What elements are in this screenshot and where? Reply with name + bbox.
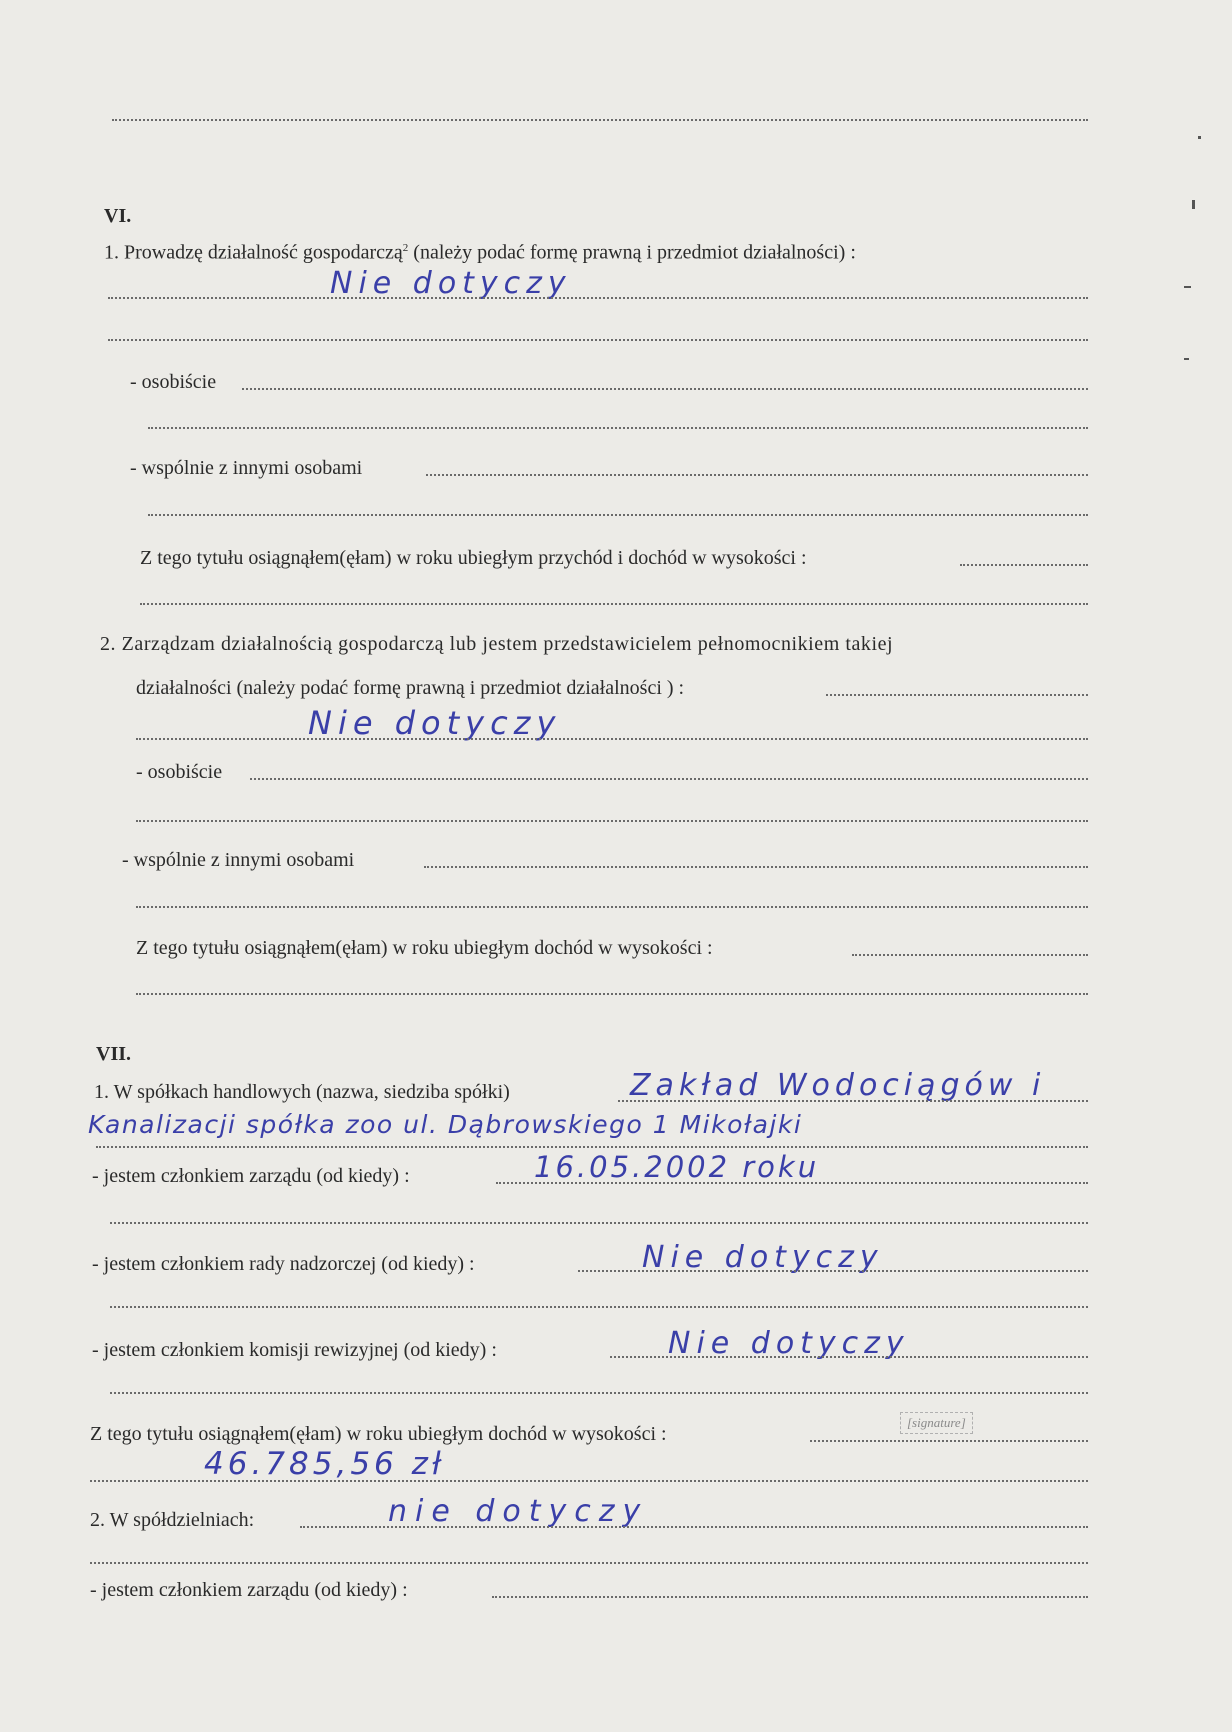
dotted-line [492, 1596, 1088, 1598]
dotted-line [960, 564, 1088, 566]
dotted-line [110, 1392, 1088, 1394]
scan-speck [1198, 136, 1201, 139]
personally-label: - osobiście [136, 761, 223, 783]
vi-personally2 [136, 760, 222, 784]
dotted-line [618, 1100, 1088, 1102]
vii-item1 [94, 1080, 510, 1104]
dotted-line [90, 1562, 1088, 1564]
company-name-line1: Zakład Wodociągów i [630, 1068, 1046, 1103]
dotted-line [852, 954, 1088, 956]
dotted-line [148, 427, 1088, 429]
dotted-line [424, 866, 1088, 868]
section-vii-heading: VII. [96, 1043, 132, 1065]
dotted-line [426, 474, 1088, 476]
dotted-line [140, 603, 1088, 605]
audit-label: - jestem członkiem komisji rewizyjnej (od kiedy) : [92, 1339, 497, 1361]
dotted-line [300, 1526, 1088, 1528]
dotted-line [96, 1146, 1088, 1148]
section-vi-heading: VI. [104, 205, 132, 227]
board-since: 16.05.2002 roku [534, 1150, 820, 1184]
personally-label: - osobiście [130, 371, 217, 393]
vii-income [90, 1422, 667, 1446]
dotted-line [110, 1306, 1088, 1308]
supervisory-label: - jestem członkiem rady nadzorczej (od kiedy) : [92, 1253, 475, 1275]
audit-answer: Nie dotyczy [668, 1326, 910, 1361]
dotted-line [90, 1480, 1088, 1482]
income-amount: 46.785,56 zł [204, 1446, 445, 1482]
vi-item2-line2 [136, 676, 684, 700]
dotted-line [826, 694, 1088, 696]
supervisory-answer: Nie dotyczy [642, 1240, 884, 1275]
income-label: Z tego tytułu osiągnąłem(ęłam) w roku ubiegłym dochód w wysokości : [90, 1423, 667, 1445]
signature-placeholder: [signature] [900, 1412, 973, 1434]
vii-board2 [90, 1578, 408, 1602]
companies-label: 1. W spółkach handlowych (nazwa, siedziba spółki) [94, 1081, 510, 1103]
vi1-answer: Nie dotyczy [330, 266, 572, 301]
item2-label: działalności (należy podać formę prawną i przedmiot działalności ) : [136, 677, 685, 699]
vii-board [92, 1164, 410, 1188]
vi-income2 [136, 936, 713, 960]
board-label: - jestem członkiem zarządu (od kiedy) : [92, 1165, 410, 1187]
scan-speck [1184, 358, 1189, 360]
dotted-line [136, 993, 1088, 995]
dotted-line [496, 1182, 1088, 1184]
dotted-line [810, 1440, 1088, 1442]
vii-supervisory [92, 1252, 475, 1276]
jointly-label: - wspólnie z innymi osobami [122, 849, 355, 871]
vi2-answer: Nie dotyczy [308, 704, 562, 742]
dotted-line [112, 119, 1088, 121]
dotted-line [242, 388, 1088, 390]
vi-item2-line1: 2. Zarządzam działalnością gospodarczą lub jestem przedstawicielem pełnomocnikiem takiej [100, 633, 894, 655]
dotted-line [250, 778, 1088, 780]
vi-item1-label [104, 236, 1088, 265]
scan-speck [1192, 200, 1195, 209]
vi-item1-text: 1. Prowadzę działalność gospodarczą [104, 241, 403, 264]
footnote-mark: 2 [402, 242, 409, 254]
vii-audit [92, 1338, 497, 1362]
vii-item2 [90, 1508, 254, 1532]
vi-personally [130, 370, 216, 394]
cooperatives-label: 2. W spółdzielniach: [90, 1509, 255, 1531]
vi-income1 [140, 546, 807, 570]
vi-jointly [130, 456, 362, 480]
income-label: Z tego tytułu osiągnąłem(ęłam) w roku ubiegłym przychód i dochód w wysokości : [140, 547, 807, 569]
dotted-line [136, 906, 1088, 908]
coop-answer: nie dotyczy [388, 1494, 649, 1529]
dotted-line [110, 1222, 1088, 1224]
jointly-label: - wspólnie z innymi osobami [130, 457, 363, 479]
dotted-line [136, 738, 1088, 740]
dotted-line [108, 297, 1088, 299]
income-label: Z tego tytułu osiągnąłem(ęłam) w roku ubiegłym dochód w wysokości : [136, 937, 713, 959]
vi-item1-rest: (należy podać formę prawną i przedmiot działalności) : [413, 241, 856, 264]
scan-speck [1184, 286, 1191, 288]
company-name-line2: Kanalizacji spółka zoo ul. Dąbrowskiego 1 Mikołajki [88, 1110, 803, 1139]
dotted-line [108, 339, 1088, 341]
dotted-line [610, 1356, 1088, 1358]
board-label: - jestem członkiem zarządu (od kiedy) : [90, 1579, 408, 1601]
dotted-line [578, 1270, 1088, 1272]
dotted-line [136, 820, 1088, 822]
vi-jointly2 [122, 848, 354, 872]
dotted-line [148, 514, 1088, 516]
